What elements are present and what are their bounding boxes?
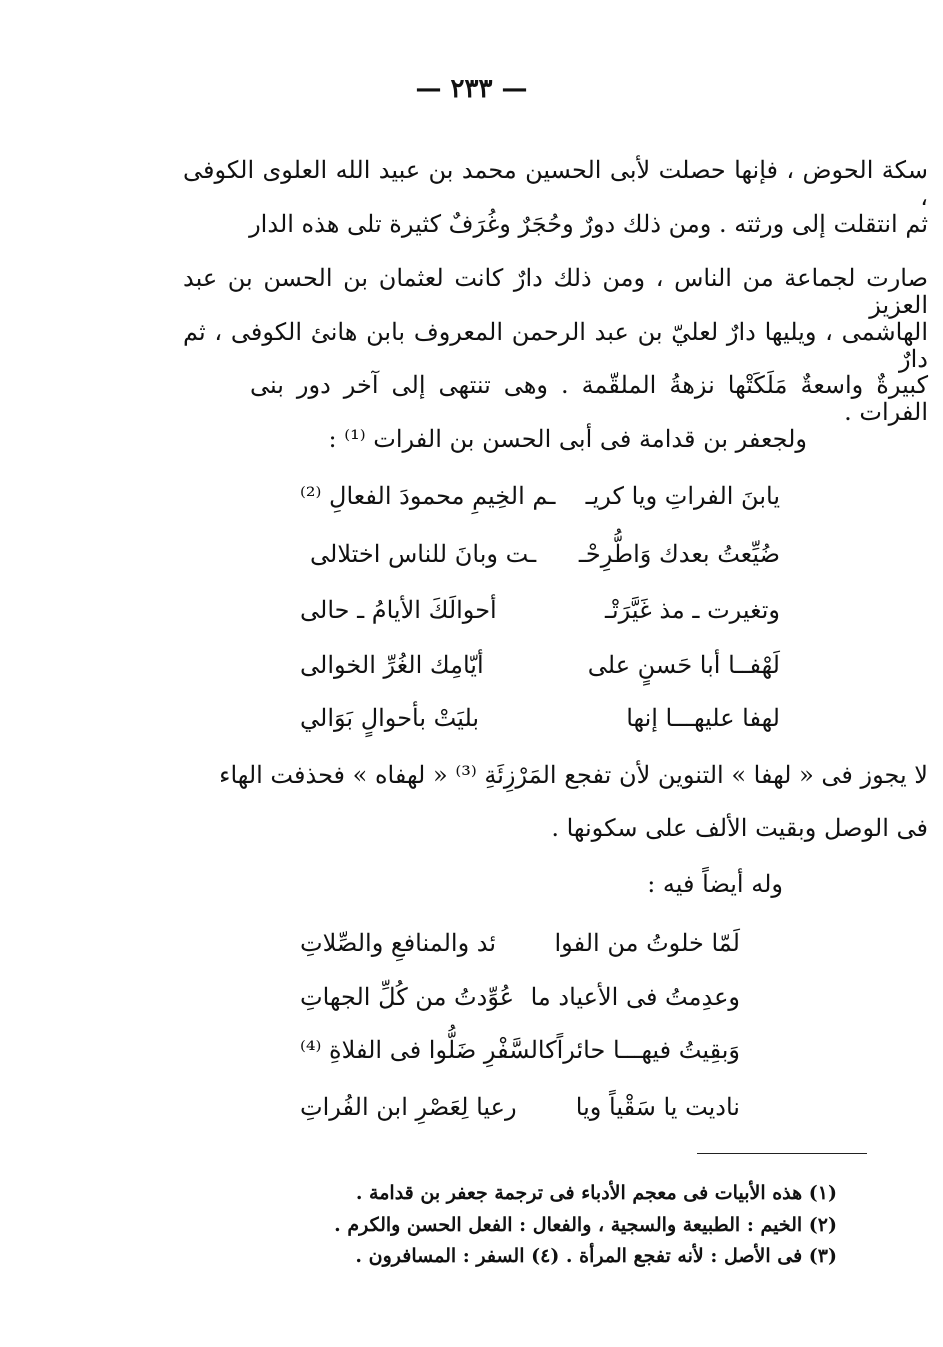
verse-first-hemistich: يابنَ الفراتِ ويا كريـ bbox=[585, 482, 780, 510]
verse-first-hemistich: وتغيرت ـ مذ غَيَّرَتْـ bbox=[604, 596, 780, 624]
footnote: (١) هذه الأبيات فى معجم الأدباء فى ترجمة جعفر بن قدامة . bbox=[355, 1182, 837, 1204]
verse-second-hemistich: ـت وبانَ للناس اختلالى bbox=[310, 540, 537, 568]
verse-line bbox=[250, 651, 780, 679]
verse-line bbox=[300, 983, 740, 1011]
verse-first-hemistich: وَبقِيتُ فيهـــا حائراً bbox=[556, 1036, 740, 1064]
verse-first-hemistich: لَهْفــا أبا حَسنٍ على bbox=[587, 651, 780, 679]
verse-second-hemistich: أحوالَكَ الأيامُ ـ حالى bbox=[300, 596, 497, 624]
verse-line bbox=[250, 704, 780, 732]
verse-line bbox=[300, 929, 740, 957]
verse-second-hemistich: رعيا لِعَصْرِ ابن الفُراتِ bbox=[300, 1093, 517, 1121]
poem-introduction: وله أيضاً فيه : bbox=[647, 870, 783, 898]
verse-second-hemistich: أيّامِك الغُرِّ الخوالى bbox=[300, 651, 484, 679]
verse-first-hemistich: ناديت يا سَقْياً ويا bbox=[575, 1093, 740, 1121]
paragraph-line: لا يجوز فى « لهفا » التنوين لأن تفجع المَرْزِئَةِ ⁽³⁾ « لهفاه » فحذفت الهاء bbox=[219, 761, 928, 789]
footnote: (٣) فى الأصل : لأنه تفجع المرأة . (٤) السفر : المسافرون . bbox=[355, 1245, 837, 1267]
verse-second-hemistich: عُوِّدتُ من كُلِّ الجهاتِ bbox=[300, 983, 515, 1011]
verse-second-hemistich: بليَتْ بأحوالٍ بَوَالي bbox=[300, 704, 480, 732]
paragraph-line: الهاشمى ، ويليها دارٌ لعليّ بن عبد الرحمن المعروف بابن هانئ الكوفى ، ثم دارٌ bbox=[183, 318, 928, 373]
paragraph-line: صارت لجماعة من الناس ، ومن ذلك دارٌ كانت لعثمان بن الحسن بن عبد العزيز bbox=[183, 264, 928, 319]
verse-second-hemistich: كالسَّفْرِ ضَلُّوا فى الفلاةِ ⁽⁴⁾ bbox=[300, 1036, 557, 1064]
verse-line bbox=[250, 540, 780, 568]
verse-first-hemistich: وعدِمتُ فى الأعياد ما bbox=[530, 983, 740, 1011]
verse-second-hemistich: ـم الخِيمِ محمودَ الفعالِ ⁽²⁾ bbox=[300, 482, 556, 510]
paragraph-line: ثم انتقلت إلى ورثته . ومن ذلك دورٌ وحُجَرٌ وغُرَفٌ كثيرة تلى هذه الدار bbox=[249, 210, 928, 238]
verse-first-hemistich: لَمّا خلوتُ من الفوا bbox=[554, 929, 740, 957]
verse-line bbox=[300, 1036, 740, 1064]
verse-first-hemistich: لهفا عليهـــا إنها bbox=[626, 704, 780, 732]
footnote-divider bbox=[697, 1153, 867, 1154]
paragraph-line: كبيرةٌ واسعةٌ مَلَكَتْها نزهةُ الملقّمة . وهى تنتهى إلى آخر دور بنى الفرات . bbox=[250, 371, 928, 426]
verse-second-hemistich: ئد والمنافعِ والصِّلاتِ bbox=[300, 929, 497, 957]
verse-first-hemistich: ضُيِّعتُ بعدك وَاطُّرِحْـ bbox=[578, 540, 780, 568]
paragraph-line: فى الوصل وبقيت الألف على سكونها . bbox=[551, 814, 928, 842]
verse-line bbox=[300, 1093, 740, 1121]
poem-introduction: ولجعفر بن قدامة فى أبى الحسن بن الفرات ⁽¹⁾ : bbox=[328, 425, 807, 453]
verse-line bbox=[250, 596, 780, 624]
page-number: — ٢٣٣ — bbox=[415, 74, 528, 104]
verse-line bbox=[250, 482, 780, 510]
paragraph-line: سكة الحوض ، فإنها حصلت لأبى الحسين محمد بن عبيد الله العلوى الكوفى ، bbox=[183, 156, 928, 211]
footnote: (٢) الخيم : الطبيعة والسجية ، والفعال : الفعل الحسن والكرم . bbox=[334, 1214, 837, 1236]
